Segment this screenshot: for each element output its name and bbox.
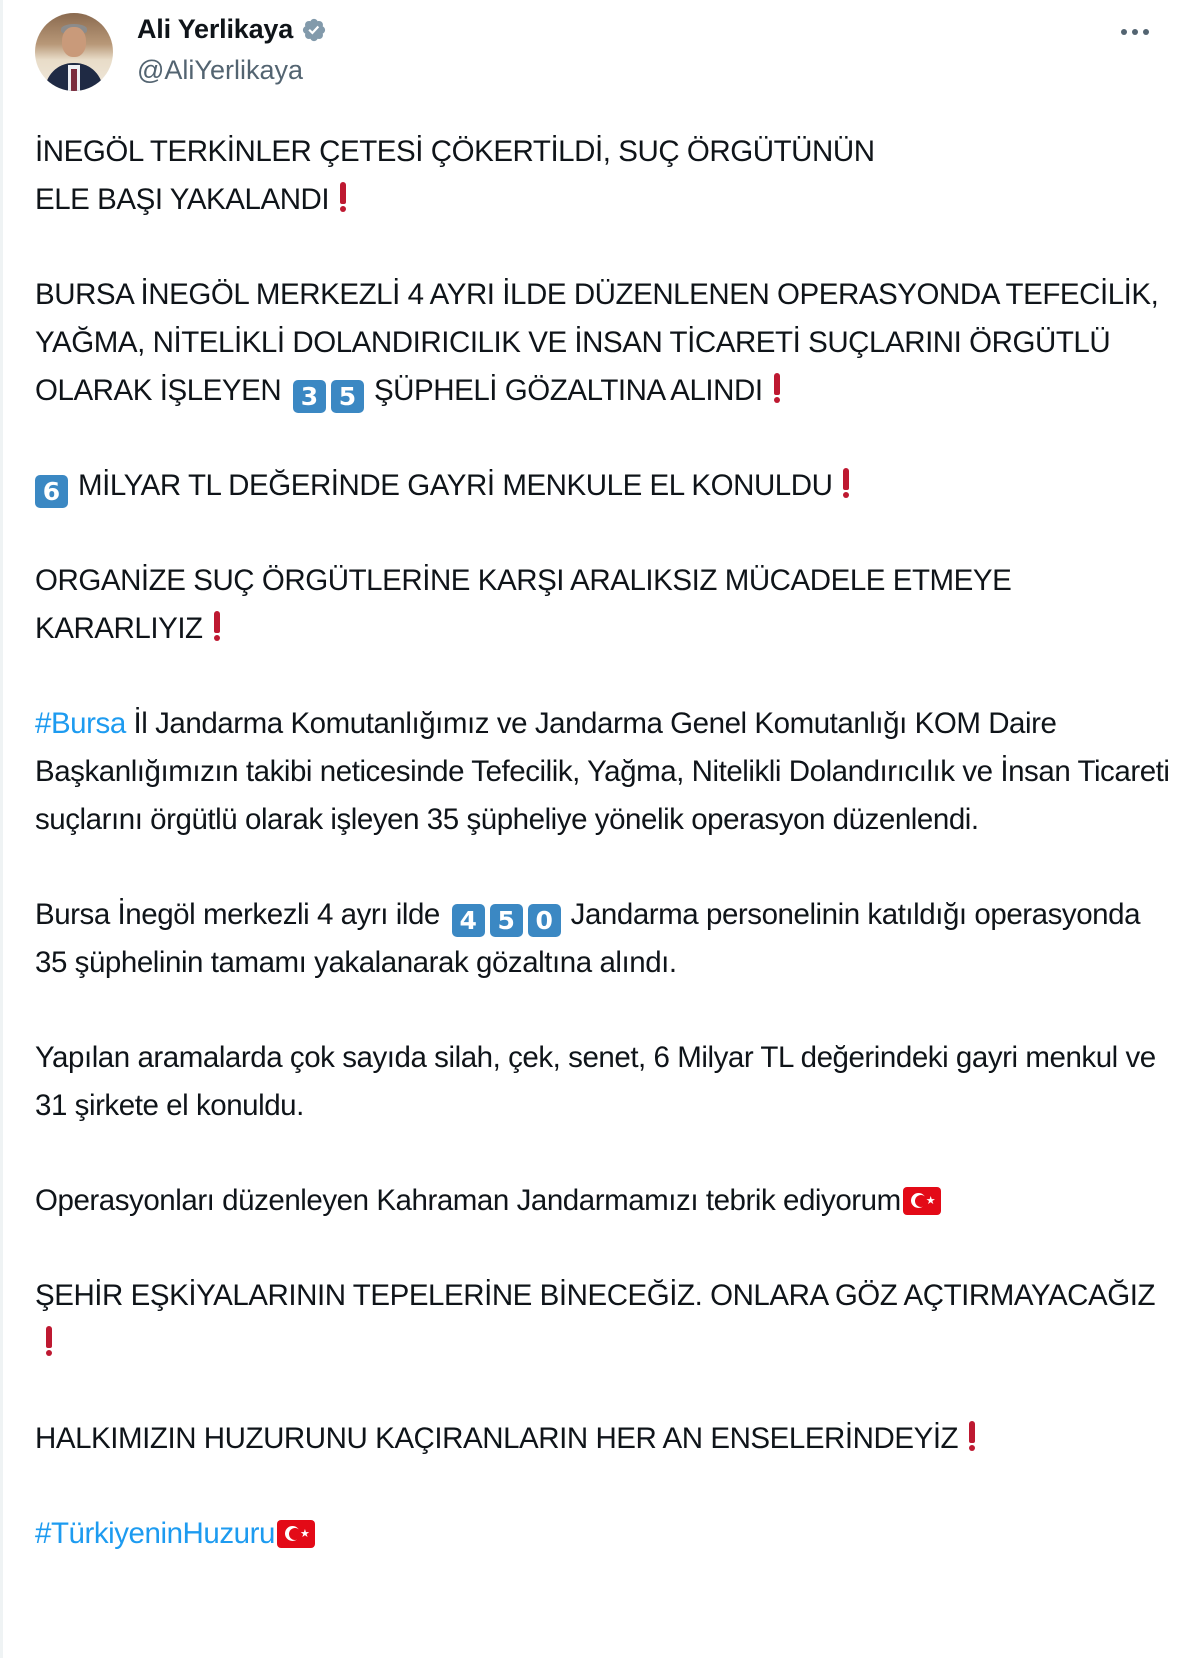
paragraph-6	[35, 891, 1175, 987]
keycap-digit-icon: 6	[35, 475, 68, 508]
paragraph-6-text-before: Bursa İnegöl merkezli 4 ayrı ilde	[35, 898, 440, 931]
tweet-text	[35, 128, 1175, 1558]
hashtag-link-bursa[interactable]: #Bursa	[35, 707, 126, 740]
paragraph-8-text: Operasyonları düzenleyen Kahraman Jandarmamızı tebrik ediyorum	[35, 1184, 901, 1217]
avatar-tie	[71, 69, 77, 91]
paragraph-5-text: İl Jandarma Komutanlığımız ve Jandarma Genel Komutanlığı KOM Daire Başkanlığımızın takibi neticesinde Tefecilik, Yağma, Nitelikli Dolandırıcılık ve İnsan Ticareti suçlarını örgütlü olarak işleyen 35 şüpheliye yönelik operasyon düzenlendi.	[35, 707, 1170, 836]
more-horizontal-icon	[1121, 29, 1127, 35]
paragraph-4	[35, 557, 1175, 653]
avatar-face	[62, 27, 86, 57]
red-exclamation-icon	[842, 468, 850, 498]
headline-line-2: ELE BAŞI YAKALANDI	[35, 183, 330, 216]
paragraph-4-text: ORGANİZE SUÇ ÖRGÜTLERİNE KARŞI ARALIKSIZ MÜCADELE ETMEYE KARARLIYIZ	[35, 564, 1012, 645]
paragraph-3	[35, 462, 1175, 510]
red-exclamation-icon	[773, 373, 781, 403]
left-border	[0, 0, 3, 1658]
paragraph-7	[35, 1034, 1175, 1130]
red-exclamation-icon	[45, 1326, 53, 1356]
more-options-button[interactable]	[1115, 20, 1155, 44]
tweet-header	[0, 0, 1188, 110]
keycap-digit-icon: 0	[528, 904, 561, 937]
turkey-flag-icon: ★	[903, 1187, 941, 1215]
author-handle[interactable]: @AliYerlikaya	[137, 55, 303, 85]
keycap-digit-icon: 3	[293, 380, 326, 413]
paragraph-9-text: ŞEHİR EŞKİYALARININ TEPELERİNE BİNECEĞİZ. ONLARA GÖZ AÇTIRMAYACAĞIZ	[35, 1279, 1156, 1312]
paragraph-2-text-after: ŞÜPHELİ GÖZALTINA ALINDI	[373, 374, 763, 407]
verified-badge-icon[interactable]	[301, 17, 327, 43]
paragraph-11	[35, 1510, 1175, 1558]
paragraph-6-text-after: Jandarma personelinin katıldığı operasyonda 35 şüphelinin tamamı yakalanarak gözaltına alındı.	[35, 898, 1141, 979]
keycap-digit-icon: 5	[490, 904, 523, 937]
paragraph-3-text: MİLYAR TL DEĞERİNDE GAYRİ MENKULE EL KONULDU	[78, 469, 833, 502]
keycap-digit-icon: 4	[452, 904, 485, 937]
avatar[interactable]	[35, 13, 113, 91]
paragraph-1	[35, 128, 1175, 224]
red-exclamation-icon	[213, 611, 221, 641]
author-display-name[interactable]: Ali Yerlikaya	[137, 14, 294, 44]
author-name-row	[137, 14, 327, 45]
paragraph-5	[35, 700, 1175, 844]
hashtag-link-turkiyeninhuzuru[interactable]: #TürkiyeninHuzuru	[35, 1517, 275, 1550]
more-horizontal-icon	[1143, 29, 1149, 35]
more-horizontal-icon	[1132, 29, 1138, 35]
paragraph-10	[35, 1415, 1175, 1463]
keycap-digit-icon: 5	[331, 380, 364, 413]
red-exclamation-icon	[968, 1421, 976, 1451]
paragraph-9	[35, 1272, 1175, 1368]
turkey-flag-icon: ★	[277, 1520, 315, 1548]
paragraph-2-text-before: BURSA İNEGÖL MERKEZLİ 4 AYRI İLDE DÜZENLENEN OPERASYONDA TEFECİLİK, YAĞMA, NİTELİKLİ DOLANDIRICILIK VE İNSAN TİCARETİ SUÇLARINI ÖRGÜTLÜ OLARAK İŞLEYEN	[35, 278, 1159, 407]
paragraph-10-text: HALKIMIZIN HUZURUNU KAÇIRANLARIN HER AN ENSELERİNDEYİZ	[35, 1422, 959, 1455]
paragraph-7-text: Yapılan aramalarda çok sayıda silah, çek, senet, 6 Milyar TL değerindeki gayri menkul ve 31 şirkete el konuldu.	[35, 1041, 1156, 1122]
headline-line-1: İNEGÖL TERKİNLER ÇETESİ ÇÖKERTİLDİ, SUÇ ÖRGÜTÜNÜN	[35, 135, 875, 168]
red-exclamation-icon	[339, 182, 347, 212]
paragraph-8	[35, 1177, 1175, 1225]
paragraph-2	[35, 271, 1175, 415]
